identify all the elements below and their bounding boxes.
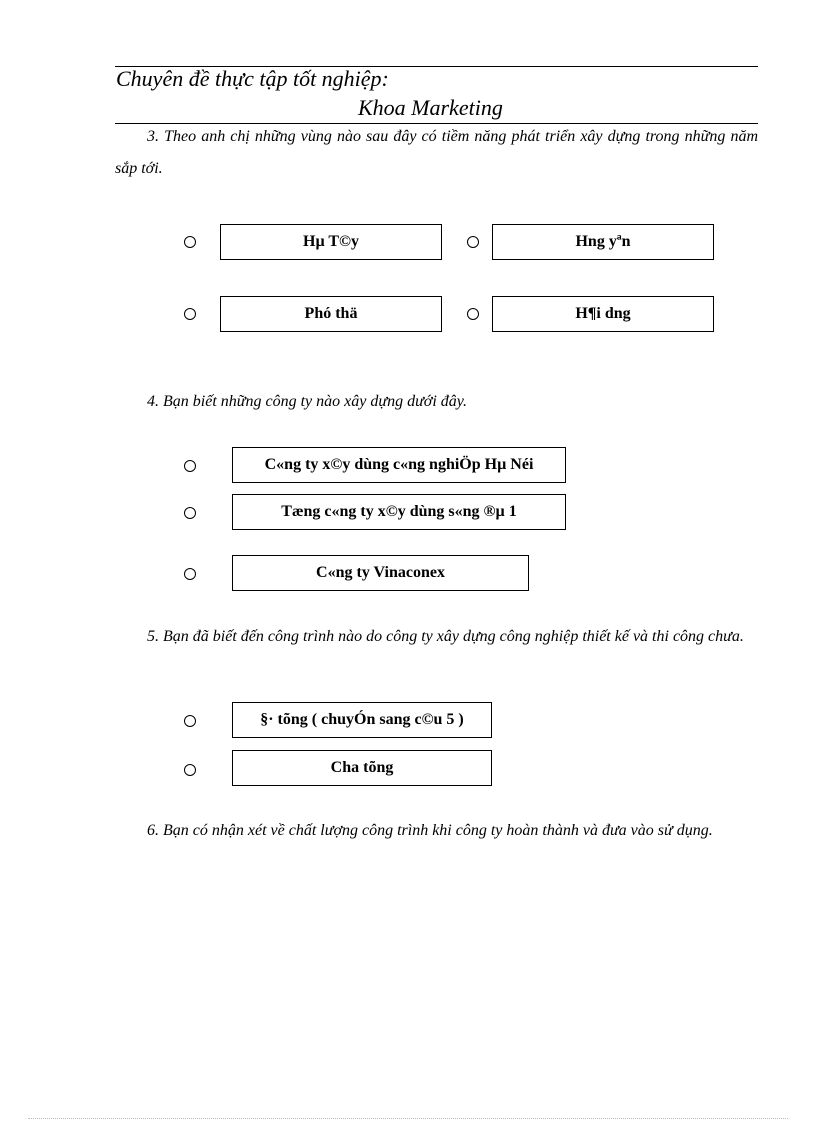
radio-option-hung-yen[interactable] [467,236,479,248]
question-3 [115,121,758,185]
question-5-text: 5. Bạn đã biết đến công trình nào do công ty xây dựng công nghiệp thiết kế và thi công chưa. [147,628,744,645]
option-box-vinaconex: C«ng ty Vinaconex [232,555,529,591]
option-box-hai-duong: H¶i dng [492,296,714,332]
question-4-text: 4. Bạn biết những công ty nào xây dựng dưới đây. [147,393,467,410]
option-box-phu-tho: Phó thä [220,296,442,332]
option-box-da-tung: §· tõng ( chuyÓn sang c©u 5 ) [232,702,492,738]
radio-option-chua-tung[interactable] [184,764,196,776]
option-box-hung-yen: Hng yªn [492,224,714,260]
option-box-cong-ty-xdcn-ha-noi: C«ng ty x©y dùng c«ng nghiÖp Hµ Néi [232,447,566,483]
radio-option-da-tung[interactable] [184,715,196,727]
header-title-line1: Chuyên đề thực tập tốt nghiệp: [116,66,389,91]
radio-option-tong-cong-ty-song-da[interactable] [184,507,196,519]
question-3-text: 3. Theo anh chị những vùng nào sau đây có tiềm năng phát triển xây dựng trong những năm sắp tới. [115,128,758,177]
option-box-chua-tung: Cha tõng [232,750,492,786]
radio-option-ha-tay[interactable] [184,236,196,248]
radio-option-hai-duong[interactable] [467,308,479,320]
radio-option-cong-ty-xdcn-ha-noi[interactable] [184,460,196,472]
header-title-line2: Khoa Marketing [358,95,503,120]
question-4 [115,386,758,418]
radio-option-vinaconex[interactable] [184,568,196,580]
question-5 [115,621,758,653]
option-box-tong-cong-ty-song-da: Tæng c«ng ty x©y dùng s«ng ®µ 1 [232,494,566,530]
question-6-text: 6. Bạn có nhận xét về chất lượng công trình khi công ty hoàn thành và đưa vào sử dụng. [147,822,713,839]
page-bottom-border [28,1118,788,1119]
question-6 [115,815,758,847]
option-box-ha-tay: Hµ T©y [220,224,442,260]
radio-option-phu-tho[interactable] [184,308,196,320]
